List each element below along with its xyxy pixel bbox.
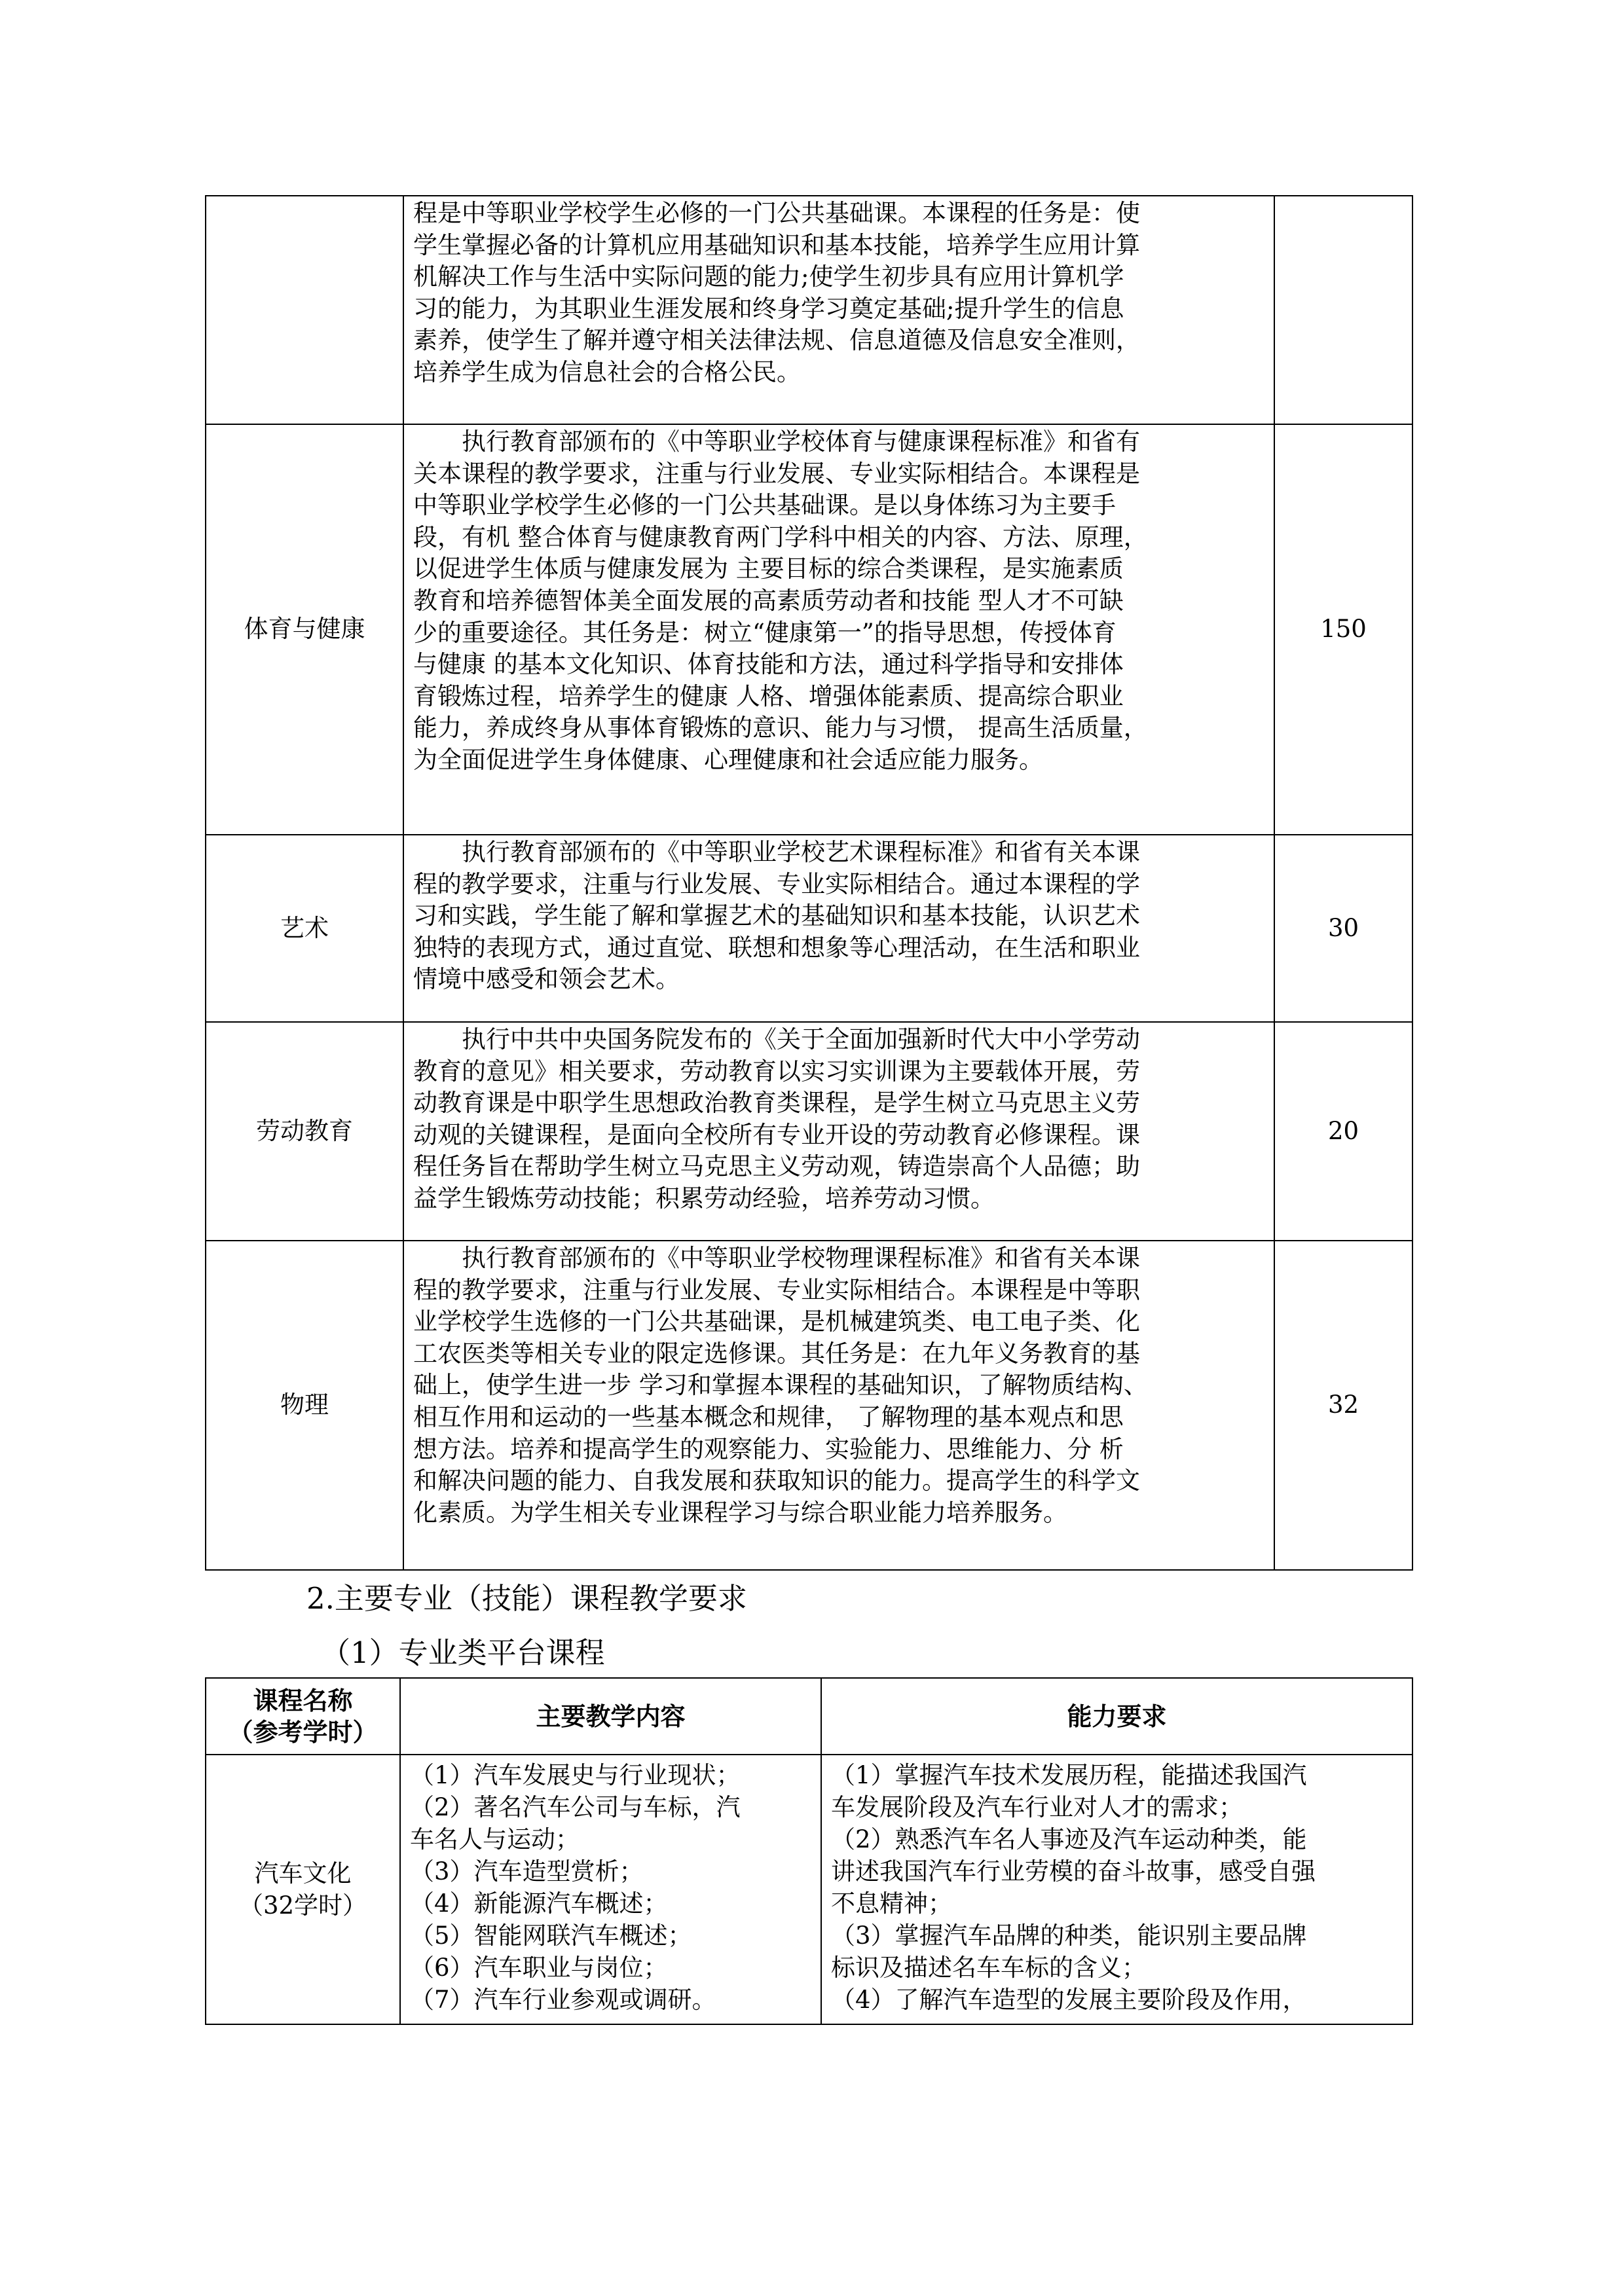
desc-line: 少的重要途径。其任务是：树立“健康第一”的指导思想，传授体育 (413, 618, 1116, 647)
course-name: 体育与健康 (206, 424, 403, 835)
header-reference-hours-line: （参考学时） (228, 1717, 378, 1747)
table-row (206, 835, 1412, 1022)
course-name: 劳动教育 (206, 1022, 403, 1241)
course-hours (1274, 196, 1412, 424)
desc-line: 程的教学要求，注重与行业发展、专业实际相结合。通过本课程的学 (413, 869, 1140, 898)
desc-line: 程的教学要求，注重与行业发展、专业实际相结合。本课程是中等职 (413, 1275, 1140, 1304)
course-description (403, 196, 1274, 424)
desc-line: 益学生锻炼劳动技能；积累劳动经验，培养劳动习惯。 (413, 1184, 995, 1212)
desc-line: 关本课程的教学要求，注重与行业发展、专业实际相结合。本课程是 (413, 459, 1140, 488)
desc-line: 程任务旨在帮助学生树立马克思主义劳动观，铸造崇高个人品德；助 (413, 1152, 1140, 1181)
table-row (206, 1755, 1412, 2024)
course-hours: 30 (1274, 835, 1412, 1022)
course-name: 艺术 (206, 835, 403, 1022)
course-name-cell (206, 1755, 400, 2024)
requirement-line: （1）掌握汽车技术发展历程，能描述我国汽 (831, 1761, 1307, 1789)
desc-line: 工农医类等相关专业的限定选修课。其任务是：在九年义务教育的基 (413, 1339, 1140, 1368)
course-description (403, 835, 1274, 1022)
requirement-line: （2）熟悉汽车名人事迹及汽车运动种类，能 (831, 1825, 1307, 1853)
desc-line: 执行教育部颁布的《中等职业学校体育与健康课程标准》和省有 (413, 428, 1140, 456)
desc-line: 中等职业学校学生必修的一门公共基础课。是以身体练习为主要手 (413, 491, 1116, 520)
content-line: （5）智能网联汽车概述； (410, 1922, 692, 1950)
content-line: （7）汽车行业参观或调研。 (410, 1986, 716, 2014)
desc-line: 程是中等职业学校学生必修的一门公共基础课。本课程的任务是：使 (413, 199, 1140, 227)
main-content-cell (400, 1755, 821, 2024)
desc-line: 化素质。为学生相关专业课程学习与综合职业能力培养服务。 (413, 1498, 1067, 1527)
header-course-name-line: 课程名称 (253, 1686, 353, 1715)
header-course-name (206, 1678, 400, 1755)
platform-courses-table (205, 1677, 1413, 2025)
desc-line: 业学校学生选修的一门公共基础课，是机械建筑类、电工电子类、化 (413, 1307, 1140, 1336)
desc-line: 相互作用和运动的一些基本概念和规律， 了解物理的基本观点和思 (413, 1402, 1124, 1431)
desc-line: 教育和培养德智体美全面发展的高素质劳动者和技能 型人才不可缺 (413, 586, 1124, 615)
table-row (206, 196, 1412, 424)
course-hours: 32 (1274, 1241, 1412, 1570)
content-line: （3）汽车造型赏析； (410, 1857, 644, 1886)
course-description (403, 1022, 1274, 1241)
content-line: 车名人与运动； (410, 1825, 580, 1853)
content-line: （6）汽车职业与岗位； (410, 1954, 668, 1982)
course-description (403, 1241, 1274, 1570)
header-row (206, 1678, 1412, 1755)
desc-line: 础上，使学生进一步 学习和掌握本课程的基础知识，了解物质结构、 (413, 1371, 1148, 1400)
desc-line: 机解决工作与生活中实际问题的能力;使学生初步具有应用计算机学 (413, 263, 1124, 291)
desc-line: 段，有机 整合体育与健康教育两门学科中相关的内容、方法、原理， (413, 522, 1148, 551)
desc-line: 独特的表现方式，通过直觉、联想和想象等心理活动，在生活和职业 (413, 933, 1140, 962)
desc-line: 培养学生成为信息社会的合格公民。 (413, 357, 801, 386)
desc-line: 情境中感受和领会艺术。 (413, 965, 680, 994)
desc-line: 执行中共中央国务院发布的《关于全面加强新时代大中小学劳动 (413, 1025, 1140, 1053)
table-row (206, 1022, 1412, 1241)
content-line: （1）汽车发展史与行业现状； (410, 1761, 741, 1789)
table-row (206, 424, 1412, 835)
desc-line: 为全面促进学生身体健康、心理健康和社会适应能力服务。 (413, 745, 1043, 774)
desc-line: 想方法。培养和提高学生的观察能力、实验能力、思维能力、分 析 (413, 1434, 1124, 1463)
requirement-line: （4）了解汽车造型的发展主要阶段及作用， (831, 1986, 1307, 2014)
requirement-line: 不息精神； (831, 1889, 952, 1918)
desc-line: 执行教育部颁布的《中等职业学校物理课程标准》和省有关本课 (413, 1244, 1140, 1272)
desc-line: 素养，使学生了解并遵守相关法律法规、信息道德及信息安全准则， (413, 326, 1140, 355)
course-name: 物理 (206, 1241, 403, 1570)
course-hours: （32学时） (238, 1891, 367, 1920)
public-courses-table (205, 195, 1413, 1571)
requirement-line: （3）掌握汽车品牌的种类，能识别主要品牌 (831, 1922, 1307, 1950)
desc-line: 执行教育部颁布的《中等职业学校艺术课程标准》和省有关本课 (413, 838, 1140, 866)
desc-line: 习和实践，学生能了解和掌握艺术的基础知识和基本技能，认识艺术 (413, 902, 1140, 930)
desc-line: 育锻炼过程，培养学生的健康 人格、增强体能素质、提高综合职业 (413, 682, 1124, 710)
header-main-content: 主要教学内容 (400, 1678, 821, 1755)
desc-line: 动教育课是中职学生思想政治教育类课程，是学生树立马克思主义劳 (413, 1089, 1140, 1118)
desc-line: 学生掌握必备的计算机应用基础知识和基本技能，培养学生应用计算 (413, 230, 1140, 259)
course-hours: 20 (1274, 1022, 1412, 1241)
desc-line: 以促进学生体质与健康发展为 主要目标的综合类课程，是实施素质 (413, 555, 1124, 583)
desc-line: 教育的意见》相关要求，劳动教育以实习实训课为主要载体开展，劳 (413, 1057, 1140, 1085)
content-line: （4）新能源汽车概述； (410, 1889, 668, 1918)
desc-line: 和解决问题的能力、自我发展和获取知识的能力。提高学生的科学文 (413, 1467, 1140, 1495)
requirement-line: 车发展阶段及汽车行业对人才的需求； (831, 1793, 1243, 1821)
course-description (403, 424, 1274, 835)
course-name (206, 196, 403, 424)
requirement-line: 标识及描述名车车标的含义； (831, 1954, 1146, 1982)
requirement-line: 讲述我国汽车行业劳模的奋斗故事，感受自强 (831, 1857, 1316, 1886)
desc-line: 能力，养成终身从事体育锻炼的意识、能力与习惯， 提高生活质量， (413, 714, 1148, 742)
desc-line: 习的能力，为其职业生涯发展和终身学习奠定基础;提升学生的信息 (413, 294, 1124, 323)
content-line: （2）著名汽车公司与车标，汽 (410, 1793, 741, 1821)
subsection-heading-platform-courses: （1）专业类平台课程 (321, 1635, 605, 1670)
header-ability-requirements: 能力要求 (821, 1678, 1412, 1755)
section-heading-professional-courses: 2.主要专业（技能）课程教学要求 (306, 1581, 747, 1616)
table-row (206, 1241, 1412, 1570)
course-name: 汽车文化 (254, 1859, 352, 1887)
course-hours: 150 (1274, 424, 1412, 835)
desc-line: 动观的关键课程，是面向全校所有专业开设的劳动教育必修课程。课 (413, 1120, 1140, 1149)
desc-line: 与健康 的基本文化知识、体育技能和方法，通过科学指导和安排体 (413, 650, 1124, 679)
ability-requirements-cell (821, 1755, 1412, 2024)
